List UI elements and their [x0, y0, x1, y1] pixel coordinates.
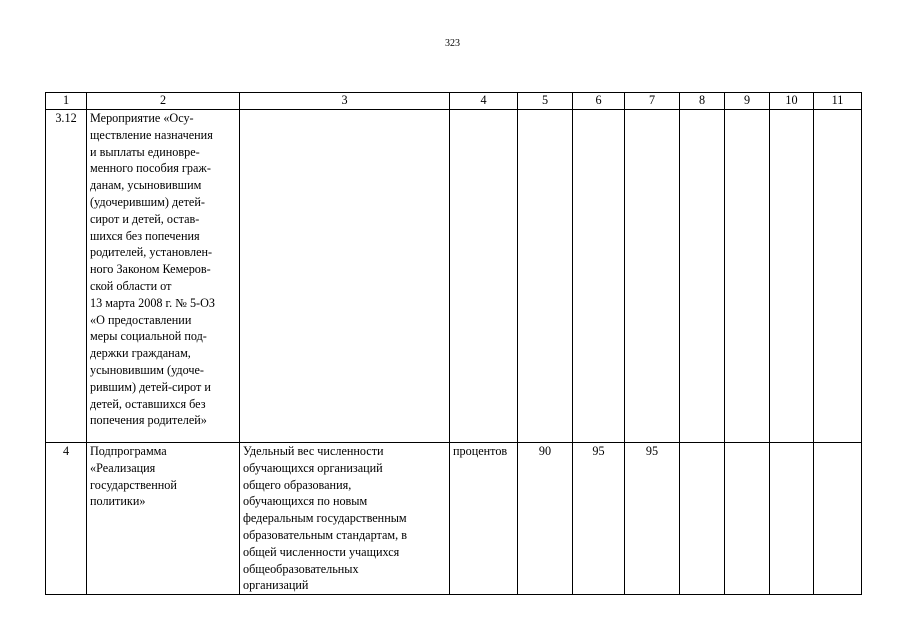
indicator-cell	[240, 443, 450, 595]
table-row	[46, 443, 862, 595]
value-cell: 95	[573, 443, 625, 595]
value-cell: 95	[625, 443, 680, 595]
data-table	[45, 92, 862, 595]
cell-text-line: менного пособия граж-	[90, 161, 211, 176]
cell-text-line: и выплаты единовре-	[90, 144, 200, 159]
cell-text-line: шихся без попечения	[90, 228, 200, 243]
value-cell	[573, 110, 625, 443]
column-header: 8	[680, 93, 725, 110]
column-header: 4	[450, 93, 518, 110]
cell-text-line: рившим) детей-сирот и	[90, 379, 211, 394]
cell-text-line: общеобразовательных	[243, 561, 359, 576]
cell-text-line: ской области от	[90, 278, 172, 293]
value-cell: 90	[518, 443, 573, 595]
cell-text-line: родителей, установлен-	[90, 245, 213, 260]
table-header-row	[46, 93, 862, 110]
activity-name-cell	[87, 110, 240, 443]
cell-text-line: ществление назначения	[90, 127, 213, 142]
cell-text-line: детей, оставшихся без	[90, 396, 206, 411]
cell-text-line: обучающихся по новым	[243, 494, 368, 509]
cell-text-line: общего образования,	[243, 477, 352, 492]
value-cell	[625, 110, 680, 443]
unit-cell: процентов	[450, 443, 518, 595]
value-cell	[680, 110, 725, 443]
column-header: 2	[87, 93, 240, 110]
value-cell	[725, 443, 770, 595]
row-number: 4	[46, 443, 87, 595]
cell-text-line: «Реализация	[90, 460, 156, 475]
column-header: 7	[625, 93, 680, 110]
cell-text-line: меры социальной под-	[90, 329, 207, 344]
indicator-cell	[240, 110, 450, 443]
value-cell	[814, 110, 862, 443]
activity-name-cell	[87, 443, 240, 595]
value-cell	[814, 443, 862, 595]
column-header: 10	[770, 93, 814, 110]
cell-text-line: федеральным государственным	[243, 511, 407, 526]
table-row	[46, 110, 862, 443]
value-cell	[770, 443, 814, 595]
cell-text-line: 13 марта 2008 г. № 5-ОЗ	[90, 295, 216, 310]
cell-text-line: общей численности учащихся	[243, 544, 400, 559]
value-cell	[725, 110, 770, 443]
value-cell	[680, 443, 725, 595]
cell-text-line: государственной	[90, 477, 177, 492]
value-cell	[518, 110, 573, 443]
cell-text-line: держки гражданам,	[90, 346, 191, 361]
column-header: 9	[725, 93, 770, 110]
cell-text-line: образовательным стандартам, в	[243, 527, 407, 542]
cell-text-line: попечения родителей»	[90, 413, 207, 428]
column-header: 1	[46, 93, 87, 110]
cell-text-line: политики»	[90, 494, 146, 509]
cell-text-line: «О предоставлении	[90, 312, 192, 327]
column-header: 6	[573, 93, 625, 110]
cell-text-line: Подпрограмма	[90, 444, 167, 458]
page-number: 323	[445, 38, 460, 49]
cell-text-line: усыновившим (удоче-	[90, 362, 204, 377]
column-header: 5	[518, 93, 573, 110]
row-number: 3.12	[46, 110, 87, 443]
cell-text-line: Удельный вес численности	[243, 444, 384, 458]
column-header: 11	[814, 93, 862, 110]
cell-text-line: организаций	[243, 578, 309, 593]
value-cell	[770, 110, 814, 443]
cell-text-line: сирот и детей, остав-	[90, 211, 200, 226]
cell-text-line: обучающихся организаций	[243, 460, 383, 475]
cell-text-line: Мероприятие «Осу-	[90, 111, 194, 125]
cell-text-line: (удочерившим) детей-	[90, 194, 205, 209]
column-header: 3	[240, 93, 450, 110]
unit-cell	[450, 110, 518, 443]
cell-text-line: ного Законом Кемеров-	[90, 262, 211, 277]
cell-text-line: данам, усыновившим	[90, 178, 202, 193]
